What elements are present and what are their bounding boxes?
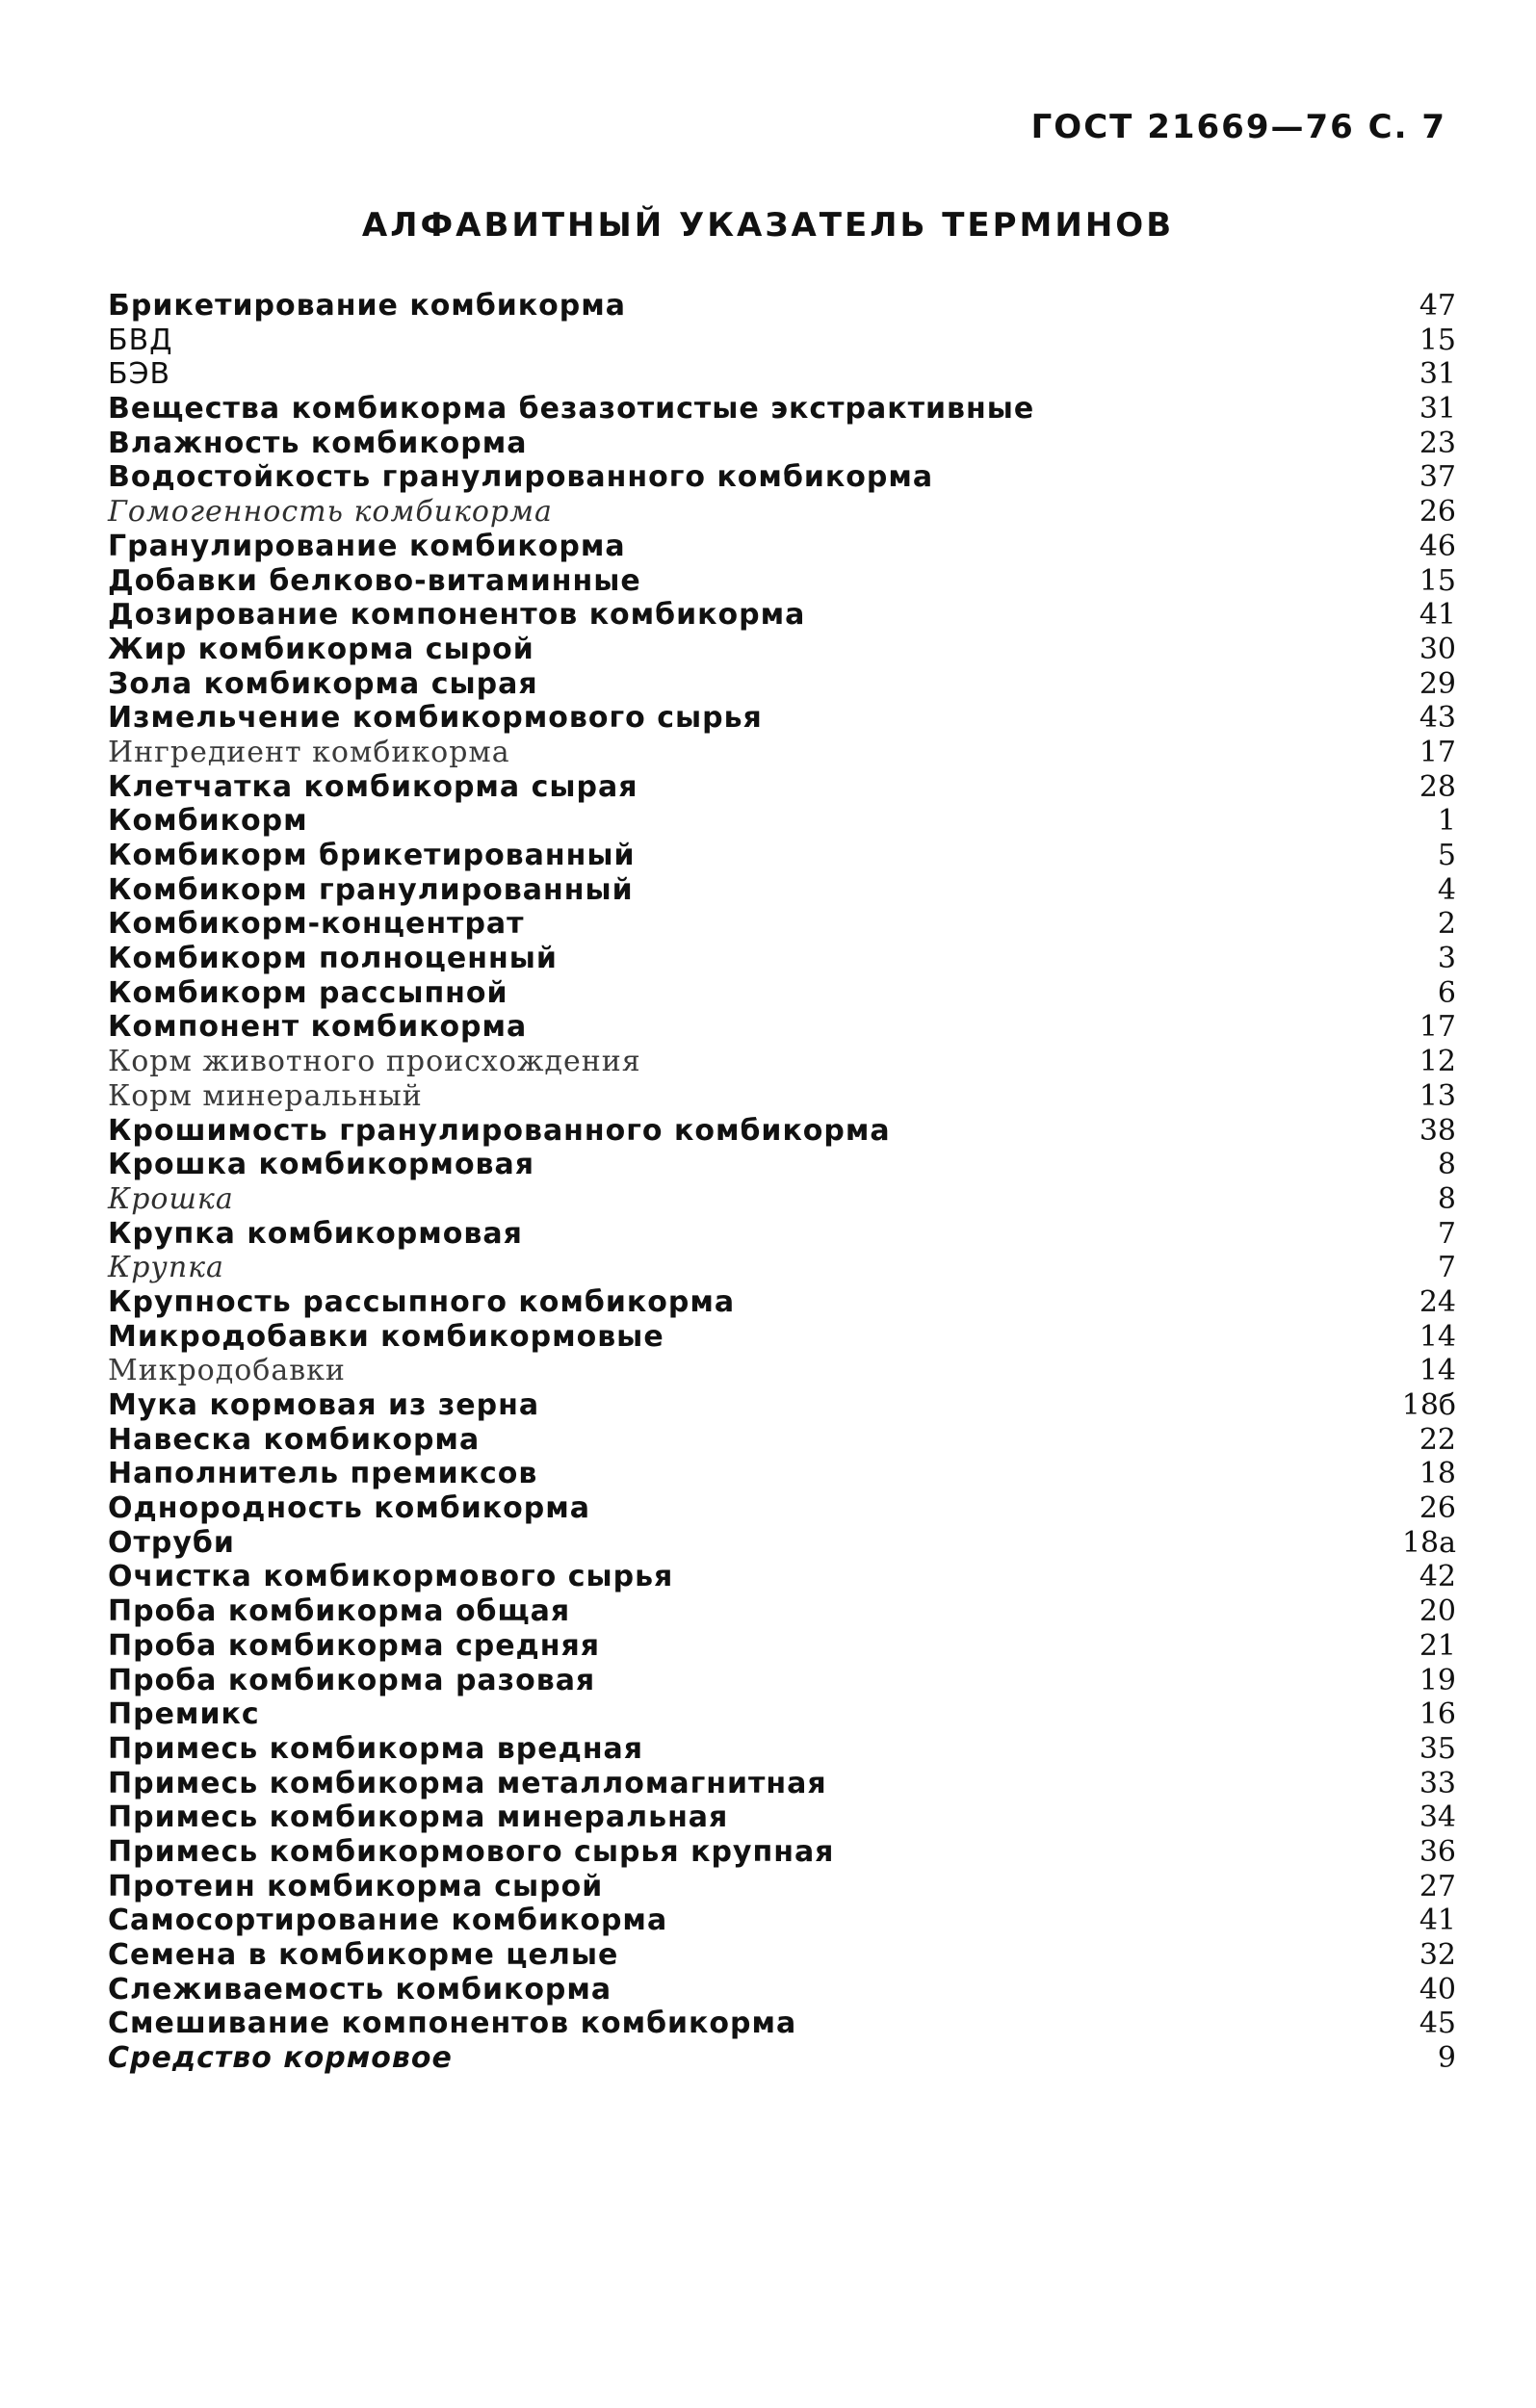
index-entry [108,839,1456,873]
index-entry [108,1767,1456,1801]
index-term-number: 32 [1419,1938,1456,1972]
index-term: Жир комбикорма сырой [108,632,534,666]
index-term: Крупность рассыпного комбикорма [108,1284,736,1319]
index-term-number: 3 [1437,942,1456,976]
index-entry [108,942,1456,976]
index-entry [108,1320,1456,1355]
index-term-number: 37 [1419,460,1456,495]
index-term: Крупка комбикормовая [108,1216,523,1251]
index-term-number: 36 [1419,1834,1456,1869]
index-term-number: 41 [1419,598,1456,633]
index-term-number: 17 [1419,1010,1456,1045]
index-entry [108,1903,1456,1938]
index-term-number: 18б [1401,1388,1456,1422]
index-term-number: 19 [1419,1663,1456,1697]
index-term-number: 18 [1419,1457,1456,1491]
index-term-number: 35 [1419,1731,1456,1766]
index-entry [108,1800,1456,1835]
index-term-number: 42 [1419,1560,1456,1594]
index-term-number: 22 [1419,1422,1456,1457]
index-term-number: 46 [1419,529,1456,563]
index-entry [108,667,1456,702]
index-term-number: 5 [1437,839,1456,872]
index-term: Корм животного происхождения [108,1045,641,1079]
index-entry [108,1938,1456,1973]
index-term-number: 24 [1419,1284,1456,1319]
index-term-number: 14 [1419,1319,1456,1354]
index-term: Гранулирование комбикорма [108,529,626,563]
index-term: Микродобавки [108,1354,346,1388]
index-entry [108,392,1456,427]
index-entry [108,1732,1456,1767]
index-entry [108,1594,1456,1629]
index-term: Крупка [108,1251,224,1285]
index-term: Компонент комбикорма [108,1010,528,1045]
index-term: Слеживаемость комбикорма [108,1972,612,2007]
index-term-number: 9 [1437,2041,1456,2076]
index-term-number: 1 [1437,804,1456,839]
index-entry [108,1114,1456,1149]
index-term: Комбикорм гранулированный [108,872,634,907]
index-entry [108,1251,1456,1285]
index-term-number: 7 [1437,1216,1456,1251]
index-term: Брикетирование комбикорма [108,289,627,323]
index-term: Комбикорм рассыпной [108,975,508,1010]
index-entry [108,1870,1456,1904]
index-term: Комбикорм-концентрат [108,907,525,942]
index-term: Наполнитель премиксов [108,1457,538,1491]
index-entry [108,1423,1456,1458]
index-term: Зола комбикорма сырая [108,666,538,701]
index-term: Дозирование компонентов комбикорма [108,598,806,633]
index-term: Протеин комбикорма сырой [108,1869,604,1903]
index-term-number: 45 [1419,2007,1456,2041]
index-term: Очистка комбикормового сырья [108,1560,674,1594]
index-term: Добавки белково-витаминные [108,563,641,598]
index-term: Ингредиент комбикорма [108,735,510,769]
index-entry [108,1560,1456,1594]
index-term: Корм минеральный [108,1078,423,1113]
index-term: Примесь комбикорма вредная [108,1731,644,1766]
index-entry [108,701,1456,736]
index-term-number: 18а [1401,1525,1456,1560]
index-term-number: 31 [1419,392,1456,427]
index-term-number: 34 [1419,1800,1456,1835]
index-entry [108,1664,1456,1698]
index-term-number: 47 [1419,289,1456,323]
index-term-number: 28 [1419,769,1456,804]
index-term-number: 27 [1419,1869,1456,1903]
page-header: ГОСТ 21669—76 С. 7 [1030,108,1446,146]
index-term-number: 41 [1419,1903,1456,1938]
index-term: Измельчение комбикормового сырья [108,701,763,736]
index-entry [108,564,1456,599]
index-term-number: 15 [1419,563,1456,598]
index-term: Примесь комбикорма металломагнитная [108,1766,827,1800]
index-term-number: 43 [1419,701,1456,736]
index-entry [108,460,1456,495]
index-term: Мука кормовая из зерна [108,1388,540,1422]
index-term-number: 13 [1419,1078,1456,1113]
index-entry [108,2007,1456,2041]
index-term: БВД [108,323,173,357]
index-entry [108,1285,1456,1320]
index-term-number: 26 [1419,495,1456,530]
index-term-number: 12 [1419,1045,1456,1079]
index-term-number: 29 [1419,666,1456,701]
index-term-number: 4 [1437,872,1456,907]
index-term: Примесь комбикорма минеральная [108,1800,729,1835]
index-entry [108,873,1456,908]
index-term: Проба комбикорма средняя [108,1628,601,1663]
index-term-number: 38 [1419,1113,1456,1148]
index-term-number: 16 [1419,1697,1456,1732]
index-term: Крошимость гранулированного комбикорма [108,1113,891,1148]
index-entry [108,1388,1456,1423]
index-entry [108,1148,1456,1182]
index-term: Навеска комбикорма [108,1422,481,1457]
index-entry [108,1010,1456,1045]
index-entry [108,1079,1456,1114]
index-term: Клетчатка комбикорма сырая [108,769,638,804]
index-term: БЭВ [108,357,171,392]
index-term-number: 7 [1437,1251,1456,1285]
index-term: Микродобавки комбикормовые [108,1319,664,1354]
index-term: Отруби [108,1525,235,1560]
index-term-number: 15 [1419,323,1456,357]
index-entry [108,495,1456,530]
index-entry [108,1182,1456,1217]
index-entry [108,1491,1456,1526]
index-entry [108,1457,1456,1491]
index-term: Комбикорм [108,804,308,839]
index-entry [108,1217,1456,1252]
index-term: Комбикорм полноценный [108,942,558,976]
index-term-number: 23 [1419,426,1456,460]
index-term-number: 2 [1437,907,1456,942]
index-entry [108,1045,1456,1079]
index-entry [108,289,1456,324]
term-index-list [108,289,1456,2076]
index-term: Гомогенность комбикорма [108,495,553,530]
index-term: Крошка комбикормовая [108,1148,535,1182]
index-term: Вещества комбикорма безазотистые экстрактивные [108,392,1035,427]
index-entry [108,1697,1456,1732]
index-term-number: 17 [1419,735,1456,769]
index-term: Средство кормовое [108,2041,453,2076]
index-entry [108,530,1456,564]
index-entry [108,736,1456,770]
index-term-number: 20 [1419,1594,1456,1629]
index-term-number: 6 [1437,975,1456,1010]
index-term: Проба комбикорма общая [108,1594,571,1629]
index-term-number: 21 [1419,1628,1456,1663]
index-term: Крошка [108,1181,234,1216]
index-term: Проба комбикорма разовая [108,1663,596,1697]
index-term: Примесь комбикормового сырья крупная [108,1834,835,1869]
index-entry [108,357,1456,392]
index-entry [108,598,1456,633]
index-entry [108,1835,1456,1870]
index-entry [108,427,1456,461]
index-entry [108,633,1456,667]
index-term: Семена в комбикорме целые [108,1938,619,1972]
index-term-number: 31 [1419,357,1456,392]
index-term-number: 33 [1419,1766,1456,1800]
index-entry [108,324,1456,358]
index-entry [108,1354,1456,1388]
index-term: Влажность комбикорма [108,426,528,460]
index-entry [108,1629,1456,1664]
index-term-number: 40 [1419,1972,1456,2007]
index-term-number: 8 [1437,1148,1456,1182]
index-term-number: 14 [1419,1354,1456,1388]
index-term-number: 30 [1419,632,1456,666]
index-term-number: 26 [1419,1491,1456,1526]
index-entry [108,976,1456,1011]
index-title: АЛФАВИТНЫЙ УКАЗАТЕЛЬ ТЕРМИНОВ [361,206,1175,245]
index-entry [108,770,1456,805]
index-entry [108,907,1456,942]
index-term-number: 8 [1437,1181,1456,1216]
index-term: Премикс [108,1697,260,1732]
index-term: Водостойкость гранулированного комбикорма [108,460,934,495]
index-entry [108,1526,1456,1561]
index-entry [108,804,1456,839]
index-term: Смешивание компонентов комбикорма [108,2007,797,2041]
index-entry [108,2041,1456,2076]
index-term: Однородность комбикорма [108,1491,590,1526]
index-term: Самосортирование комбикорма [108,1903,668,1938]
index-entry [108,1973,1456,2007]
index-term: Комбикорм брикетированный [108,839,636,872]
